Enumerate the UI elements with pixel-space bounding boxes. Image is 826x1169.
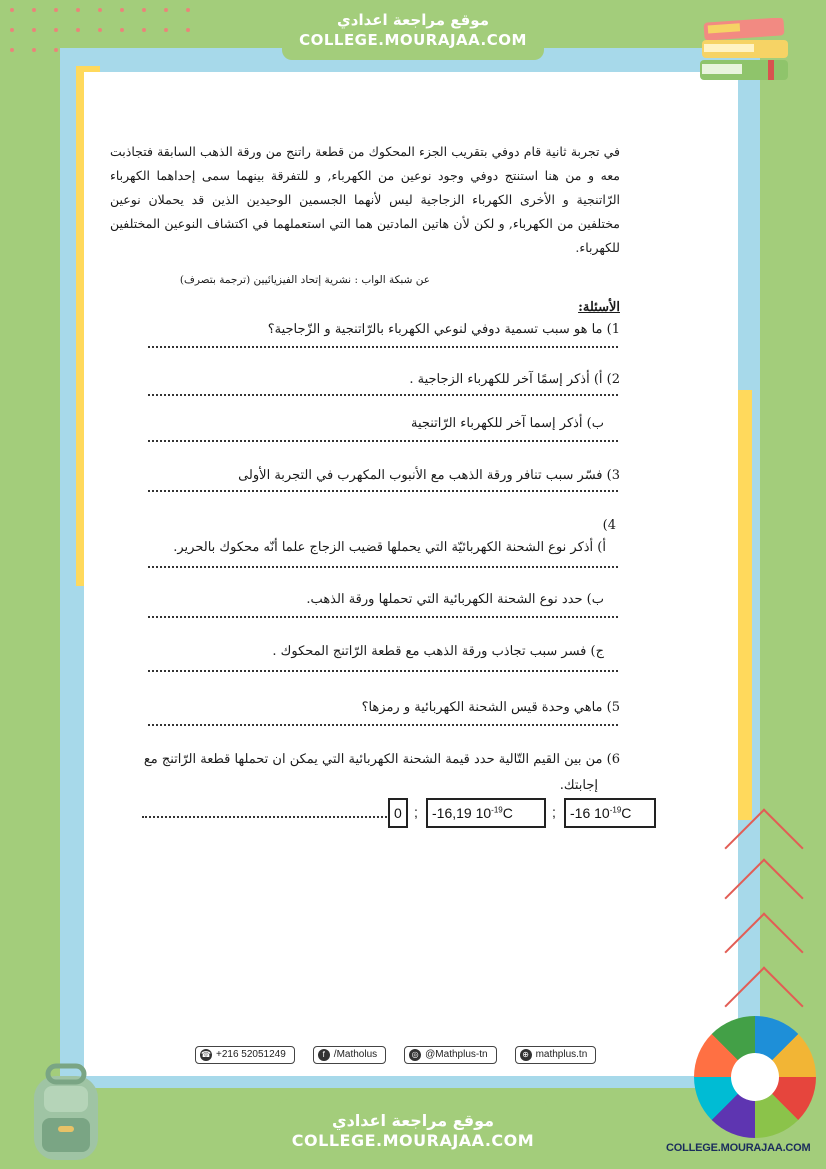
answer-line[interactable] xyxy=(148,616,618,618)
separator: ; xyxy=(414,804,418,820)
answer-line[interactable] xyxy=(148,394,618,396)
facebook-link[interactable] xyxy=(313,1046,386,1064)
option-three-base: -16 10 xyxy=(570,805,610,821)
website-link[interactable] xyxy=(515,1046,597,1064)
decorative-dot xyxy=(120,8,124,12)
option-two[interactable] xyxy=(426,798,546,828)
option-two-base: -16,19 10 xyxy=(432,805,492,821)
option-two-exponent: -19 xyxy=(491,805,503,815)
globe-icon: ⊕ xyxy=(520,1049,532,1061)
question-5: 5) ماهي وحدة قيس الشحنة الكهربائية و رمزها؟ xyxy=(361,700,620,715)
question-3: 3) فسّر سبب تنافر ورقة الذهب مع الأنبوب المكهرب في التجربة الأولى xyxy=(238,468,620,483)
question-6: 6) من بين القيم التّالية حدد قيمة الشحنة الكهربائية التي يمكن ان تحملها قطعة الرّاتنج مع xyxy=(143,752,620,767)
decorative-dot xyxy=(98,28,102,32)
option-two-unit: C xyxy=(502,805,513,821)
decorative-dot xyxy=(120,28,124,32)
decorative-dot xyxy=(10,8,14,12)
source-citation: عن شبكة الواب : نشرية إتحاد الفيزيائيين (ترجمة بتصرف) xyxy=(179,274,430,286)
logo-center xyxy=(731,1053,779,1101)
question-4: 4) xyxy=(602,518,616,533)
decorative-dot xyxy=(10,28,14,32)
decorative-dot xyxy=(186,28,190,32)
header-site-url[interactable]: COLLEGE.MOURAJAA.COM xyxy=(299,31,527,49)
decorative-dot xyxy=(142,8,146,12)
decorative-dot xyxy=(10,48,14,52)
books-icon xyxy=(698,18,794,90)
facebook-handle: /Matholus xyxy=(333,1049,378,1060)
intro-paragraph: في تجربة ثانية قام دوفي بتقريب الجزء المحكوك من قطعة راتنج من ورقة الذهب السابقة فتجاذبت معه و من هنا استنتج دوفي وجود نوعين من الكهرباء, و للتفرقة بينهما سمى إحداهما الكهرباء الرّاتنجية و الأخرى الكهرباء الزجاجية ليس لأنهما الجسمين الوحيدين الذين قد يحملان نوعين مختلفين من الكهرباء, و لكن لأن هاتين المادتين هما التي استعملهما في اكتشاف النوعين المختلفين للكهرباء. xyxy=(110,144,620,255)
site-logo[interactable] xyxy=(694,1016,816,1138)
decorative-dot xyxy=(32,8,36,12)
header-site-name: موقع مراجعة اعدادي xyxy=(337,11,489,29)
phone-link[interactable] xyxy=(195,1046,295,1064)
answer-line[interactable] xyxy=(148,724,618,726)
answer-line[interactable] xyxy=(148,670,618,672)
answer-line[interactable] xyxy=(148,490,618,492)
logo-caption: COLLEGE.MOURAJAA.COM xyxy=(666,1142,811,1154)
decorative-dot xyxy=(76,8,80,12)
decorative-dot xyxy=(32,28,36,32)
instagram-icon: ◎ xyxy=(409,1049,421,1061)
answer-line[interactable] xyxy=(148,566,618,568)
decorative-dot xyxy=(142,28,146,32)
answer-line[interactable] xyxy=(148,346,618,348)
answer-line[interactable] xyxy=(142,816,387,818)
facebook-icon: f xyxy=(318,1049,330,1061)
decorative-dot xyxy=(54,48,58,52)
question-6-continued: إجابتك. xyxy=(559,778,598,793)
footer-site-name: موقع مراجعة اعدادي xyxy=(331,1111,495,1130)
separator: ; xyxy=(552,804,556,820)
header-banner xyxy=(282,0,544,60)
backpack-icon xyxy=(14,1062,118,1162)
question-1: 1) ما هو سبب تسمية دوفي لنوعي الكهرباء بالرّاتنجية و الزّجاجية؟ xyxy=(267,322,620,337)
questions-heading: الأسئلة: xyxy=(578,300,620,315)
social-links-bar xyxy=(195,1046,596,1064)
phone-icon: ☎ xyxy=(201,1050,211,1059)
website-url: mathplus.tn xyxy=(535,1049,588,1060)
decorative-dot xyxy=(54,8,58,12)
footer-banner xyxy=(278,1099,548,1163)
option-zero-value: 0 xyxy=(394,805,402,821)
decorative-dot xyxy=(54,28,58,32)
option-zero[interactable] xyxy=(388,798,408,828)
decorative-dot xyxy=(32,48,36,52)
decorative-dot xyxy=(186,8,190,12)
option-three-exponent: -19 xyxy=(609,805,622,815)
phone-number: +216 52051249 xyxy=(216,1049,286,1060)
question-2b: ب) أذكر إسما آخر للكهرباء الرّاتنجية xyxy=(410,416,604,431)
question-4a: أ) أذكر نوع الشحنة الكهربائيّة التي يحملها قضيب الزجاج علما أنّه محكوك بالحرير. xyxy=(173,540,606,555)
question-4b: ب) حدد نوع الشحنة الكهربائية التي تحملها ورقة الذهب. xyxy=(306,592,604,607)
answer-options xyxy=(142,796,632,830)
instagram-handle: @Mathplus-tn xyxy=(425,1049,488,1060)
option-three[interactable] xyxy=(564,798,656,828)
footer-site-url[interactable]: COLLEGE.MOURAJAA.COM xyxy=(291,1131,535,1150)
instagram-link[interactable] xyxy=(404,1046,496,1064)
answer-line[interactable] xyxy=(148,440,618,442)
option-three-unit: C xyxy=(621,805,632,821)
decorative-dot xyxy=(98,8,102,12)
decorative-dot xyxy=(164,28,168,32)
decorative-dot xyxy=(164,8,168,12)
decorative-dot xyxy=(76,28,80,32)
question-4c: ج) فسر سبب تجاذب ورقة الذهب مع قطعة الرّاتنج المحكوك . xyxy=(272,644,604,659)
question-2a: 2) أ) أذكر إسمًا آخر للكهرباء الزجاجية . xyxy=(409,372,620,387)
